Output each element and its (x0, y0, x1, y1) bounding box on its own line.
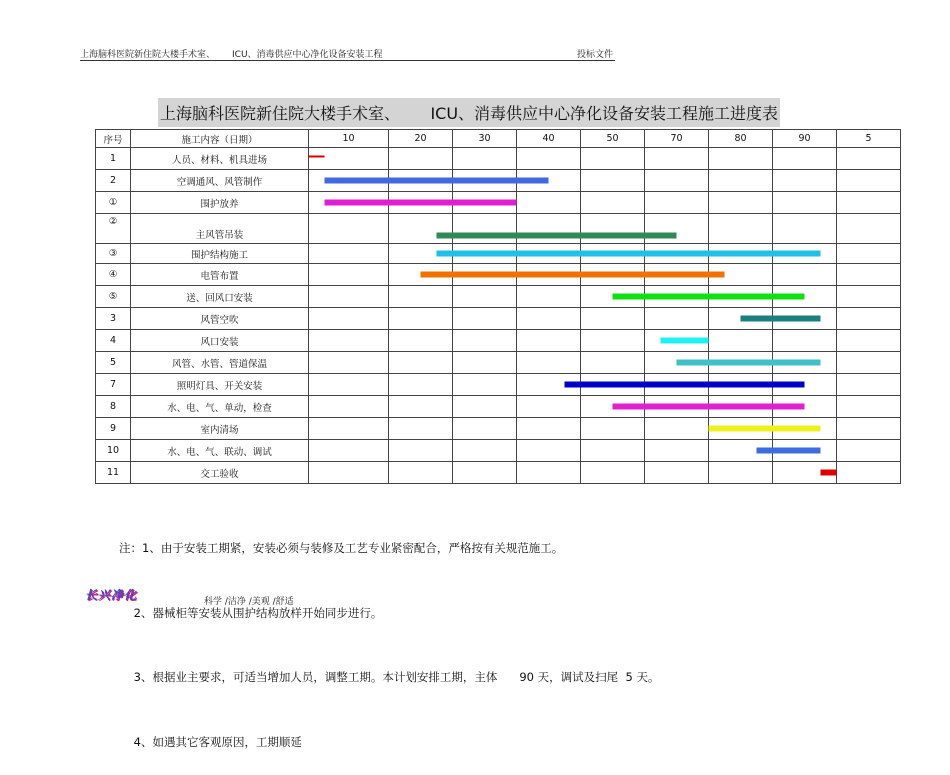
timeline-cell (453, 244, 517, 264)
timeline-cell (517, 170, 581, 192)
table-row (96, 396, 901, 418)
timeline-cell (645, 396, 709, 418)
table-header-row (96, 130, 901, 148)
row-task: 风口安装 (131, 330, 309, 352)
table-row (96, 462, 901, 484)
timeline-cell (837, 148, 901, 170)
timeline-cell (517, 286, 581, 308)
timeline-cell (773, 418, 837, 440)
timeline-cell (773, 352, 837, 374)
timeline-cell (453, 214, 517, 244)
timeline-cell (773, 330, 837, 352)
row-seq: ④ (96, 264, 131, 286)
timeline-cell (837, 244, 901, 264)
timeline-cell (389, 396, 453, 418)
timeline-cell (645, 264, 709, 286)
note-line: 注：1、由于安装工期紧，安装必须与装修及工艺专业紧密配合，严格按有关规范施工。 (119, 541, 564, 555)
row-task: 送、回风口安装 (131, 286, 309, 308)
scale-label: 5 (837, 130, 901, 148)
timeline-cell (517, 148, 581, 170)
timeline-cell (773, 170, 837, 192)
timeline-cell (773, 286, 837, 308)
timeline-cell (773, 308, 837, 330)
timeline-cell (389, 330, 453, 352)
table-row (96, 170, 901, 192)
scale-label: 10 (309, 130, 389, 148)
scale-label: 90 (773, 130, 837, 148)
timeline-cell (309, 148, 389, 170)
timeline-cell (709, 170, 773, 192)
row-seq: 8 (96, 396, 131, 418)
timeline-cell (837, 330, 901, 352)
timeline-cell (581, 264, 645, 286)
timeline-cell (517, 330, 581, 352)
timeline-cell (773, 462, 837, 484)
timeline-cell (773, 214, 837, 244)
timeline-cell (309, 214, 389, 244)
timeline-cell (581, 214, 645, 244)
timeline-cell (453, 374, 517, 396)
timeline-cell (773, 396, 837, 418)
timeline-cell (453, 440, 517, 462)
timeline-cell (581, 440, 645, 462)
timeline-cell (517, 264, 581, 286)
row-task: 照明灯具、开关安装 (131, 374, 309, 396)
timeline-cell (517, 396, 581, 418)
timeline-cell (837, 374, 901, 396)
timeline-cell (453, 286, 517, 308)
timeline-cell (709, 286, 773, 308)
timeline-cell (645, 352, 709, 374)
scale-label: 30 (453, 130, 517, 148)
timeline-cell (709, 352, 773, 374)
timeline-cell (645, 148, 709, 170)
timeline-cell (309, 352, 389, 374)
timeline-cell (389, 244, 453, 264)
timeline-cell (581, 374, 645, 396)
row-task: 电管布置 (131, 264, 309, 286)
company-logo: 长兴净化 (85, 588, 138, 602)
timeline-cell (837, 286, 901, 308)
timeline-cell (837, 418, 901, 440)
timeline-cell (645, 286, 709, 308)
timeline-cell (389, 264, 453, 286)
timeline-cell (837, 192, 901, 214)
header-middle: ICU、消毒供应中心净化设备安装工程 (232, 50, 383, 60)
col-header-task: 施工内容（日期） (131, 130, 309, 148)
row-task: 主风管吊装 (131, 214, 309, 244)
timeline-cell (309, 462, 389, 484)
timeline-cell (581, 244, 645, 264)
timeline-cell (837, 396, 901, 418)
timeline-cell (309, 192, 389, 214)
timeline-cell (709, 214, 773, 244)
table-row (96, 418, 901, 440)
row-task: 空调通风、风管制作 (131, 170, 309, 192)
timeline-cell (453, 352, 517, 374)
timeline-cell (389, 418, 453, 440)
timeline-cell (709, 462, 773, 484)
timeline-cell (453, 396, 517, 418)
gantt-table (95, 129, 901, 484)
scale-label: 70 (645, 130, 709, 148)
timeline-cell (581, 462, 645, 484)
table-row (96, 244, 901, 264)
timeline-cell (773, 440, 837, 462)
row-seq: ③ (96, 244, 131, 264)
row-seq: 3 (96, 308, 131, 330)
timeline-cell (389, 374, 453, 396)
timeline-cell (309, 244, 389, 264)
row-task: 风管空吹 (131, 308, 309, 330)
table-row (96, 148, 901, 170)
table-row (96, 286, 901, 308)
row-task: 风管、水管、管道保温 (131, 352, 309, 374)
timeline-cell (709, 374, 773, 396)
timeline-cell (389, 462, 453, 484)
table-row (96, 264, 901, 286)
timeline-cell (517, 192, 581, 214)
timeline-cell (645, 440, 709, 462)
timeline-cell (389, 352, 453, 374)
timeline-cell (517, 308, 581, 330)
timeline-cell (581, 352, 645, 374)
table-row (96, 352, 901, 374)
note-line: 3、根据业主要求，可适当增加人员，调整工期。本计划安排工期，主体 90 天，调试及扫尾 5 天。 (119, 670, 660, 684)
timeline-cell (645, 374, 709, 396)
timeline-cell (773, 264, 837, 286)
row-task: 室内清场 (131, 418, 309, 440)
timeline-cell (709, 308, 773, 330)
row-seq: 9 (96, 418, 131, 440)
header-left: 上海脑科医院新住院大楼手术室、 (80, 50, 216, 60)
timeline-cell (709, 244, 773, 264)
timeline-cell (645, 330, 709, 352)
timeline-cell (309, 440, 389, 462)
timeline-cell (837, 440, 901, 462)
row-seq: 10 (96, 440, 131, 462)
notes (119, 495, 659, 775)
timeline-cell (773, 192, 837, 214)
timeline-cell (645, 214, 709, 244)
row-seq: 1 (96, 148, 131, 170)
timeline-cell (645, 462, 709, 484)
timeline-cell (581, 192, 645, 214)
row-task: 围护放养 (131, 192, 309, 214)
scale-label: 80 (709, 130, 773, 148)
timeline-cell (709, 264, 773, 286)
timeline-cell (645, 170, 709, 192)
timeline-cell (773, 148, 837, 170)
timeline-cell (709, 440, 773, 462)
timeline-cell (837, 264, 901, 286)
timeline-cell (389, 170, 453, 192)
timeline-cell (309, 308, 389, 330)
timeline-cell (309, 330, 389, 352)
timeline-cell (581, 418, 645, 440)
timeline-cell (709, 192, 773, 214)
table-row (96, 374, 901, 396)
timeline-cell (453, 170, 517, 192)
row-seq: 5 (96, 352, 131, 374)
scale-label: 20 (389, 130, 453, 148)
table-row (96, 330, 901, 352)
timeline-cell (645, 308, 709, 330)
table-row (96, 192, 901, 214)
row-seq: 4 (96, 330, 131, 352)
scale-label: 40 (517, 130, 581, 148)
footer-slogan: 科学 /洁净 /美观 /舒适 (204, 597, 294, 607)
timeline-cell (517, 462, 581, 484)
timeline-cell (453, 264, 517, 286)
row-seq: ⑤ (96, 286, 131, 308)
timeline-cell (453, 148, 517, 170)
timeline-cell (581, 286, 645, 308)
timeline-cell (453, 192, 517, 214)
timeline-cell (581, 330, 645, 352)
timeline-cell (517, 244, 581, 264)
row-task: 交工验收 (131, 462, 309, 484)
note-line: 4、如遇其它客观原因，工期顺延 (119, 734, 302, 749)
timeline-cell (453, 308, 517, 330)
timeline-cell (453, 418, 517, 440)
timeline-cell (517, 214, 581, 244)
timeline-cell (581, 308, 645, 330)
timeline-cell (517, 440, 581, 462)
row-seq: ① (96, 192, 131, 214)
row-seq: 11 (96, 462, 131, 484)
timeline-cell (309, 374, 389, 396)
timeline-cell (645, 244, 709, 264)
timeline-cell (773, 374, 837, 396)
timeline-cell (517, 418, 581, 440)
timeline-cell (709, 330, 773, 352)
timeline-cell (309, 286, 389, 308)
timeline-cell (389, 286, 453, 308)
header-rule (80, 60, 615, 61)
timeline-cell (709, 396, 773, 418)
timeline-cell (709, 418, 773, 440)
timeline-cell (837, 462, 901, 484)
timeline-cell (389, 440, 453, 462)
timeline-cell (581, 170, 645, 192)
header-right: 投标文件 (577, 50, 614, 60)
note-line: 2、器械柜等安装从围护结构放样开始同步进行。 (119, 605, 383, 620)
timeline-cell (517, 352, 581, 374)
timeline-cell (389, 214, 453, 244)
timeline-cell (581, 148, 645, 170)
row-seq: 7 (96, 374, 131, 396)
timeline-cell (773, 244, 837, 264)
timeline-cell (517, 374, 581, 396)
col-header-seq: 序号 (96, 130, 131, 148)
timeline-cell (309, 264, 389, 286)
table-row (96, 440, 901, 462)
timeline-cell (309, 396, 389, 418)
timeline-cell (837, 214, 901, 244)
row-task: 水、电、气、联动、调试 (131, 440, 309, 462)
timeline-cell (837, 170, 901, 192)
timeline-cell (309, 418, 389, 440)
table-row (96, 214, 901, 244)
timeline-cell (709, 148, 773, 170)
row-seq: ② (96, 214, 131, 244)
timeline-cell (837, 352, 901, 374)
row-task: 水、电、气、单动，检查 (131, 396, 309, 418)
timeline-cell (389, 308, 453, 330)
schedule-title: 上海脑科医院新住院大楼手术室、 ICU、消毒供应中心净化设备安装工程施工进度表 (158, 98, 780, 127)
timeline-cell (581, 396, 645, 418)
timeline-cell (453, 462, 517, 484)
table-row (96, 308, 901, 330)
timeline-cell (837, 308, 901, 330)
timeline-cell (645, 418, 709, 440)
timeline-cell (389, 148, 453, 170)
row-seq: 2 (96, 170, 131, 192)
timeline-cell (645, 192, 709, 214)
timeline-cell (309, 170, 389, 192)
row-task: 围护结构施工 (131, 244, 309, 264)
scale-label: 50 (581, 130, 645, 148)
timeline-cell (453, 330, 517, 352)
timeline-cell (389, 192, 453, 214)
row-task: 人员、材料、机具进场 (131, 148, 309, 170)
